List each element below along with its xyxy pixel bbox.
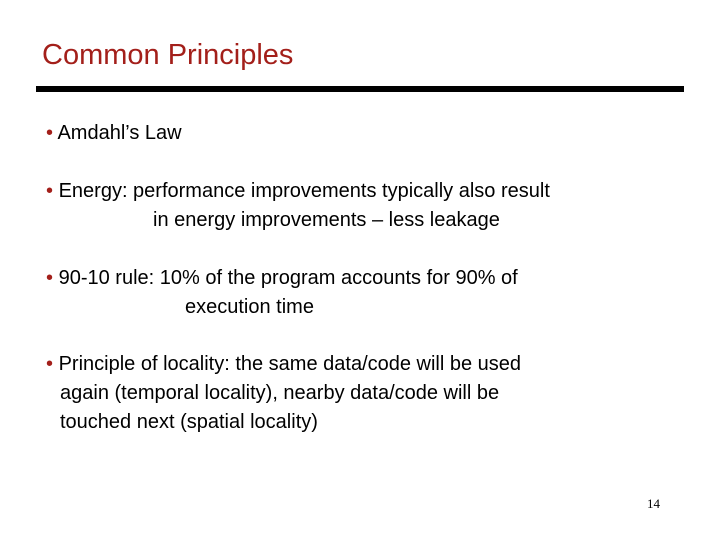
bullet-4-line-1: Principle of locality: the same data/code will be used: [58, 353, 522, 375]
bullet-4: [46, 352, 521, 376]
bullet-4-line-2: again (temporal locality), nearby data/code will be: [60, 382, 500, 404]
bullet-2-line-1: Energy: performance improvements typically also result: [58, 180, 550, 202]
bullet-4-line-3: touched next (spatial locality): [60, 411, 318, 433]
title-divider: [36, 86, 684, 92]
bullet-1: [46, 121, 182, 145]
bullet-marker: •: [46, 180, 54, 202]
bullet-2: [46, 179, 550, 203]
bullet-marker: •: [46, 353, 54, 375]
bullet-3-line-2: execution time: [185, 296, 314, 318]
slide-number: 14: [647, 496, 660, 511]
bullet-marker: •: [46, 122, 54, 144]
bullet-3-line-1: 90-10 rule: 10% of the program accounts for 90% of: [58, 267, 518, 289]
bullet-marker: •: [46, 267, 54, 289]
bullet-3: [46, 266, 518, 290]
bullet-2-line-2: in energy improvements – less leakage: [153, 209, 500, 231]
bullet-1-line-1: Amdahl’s Law: [57, 122, 182, 144]
slide-title: Common Principles: [42, 39, 294, 71]
